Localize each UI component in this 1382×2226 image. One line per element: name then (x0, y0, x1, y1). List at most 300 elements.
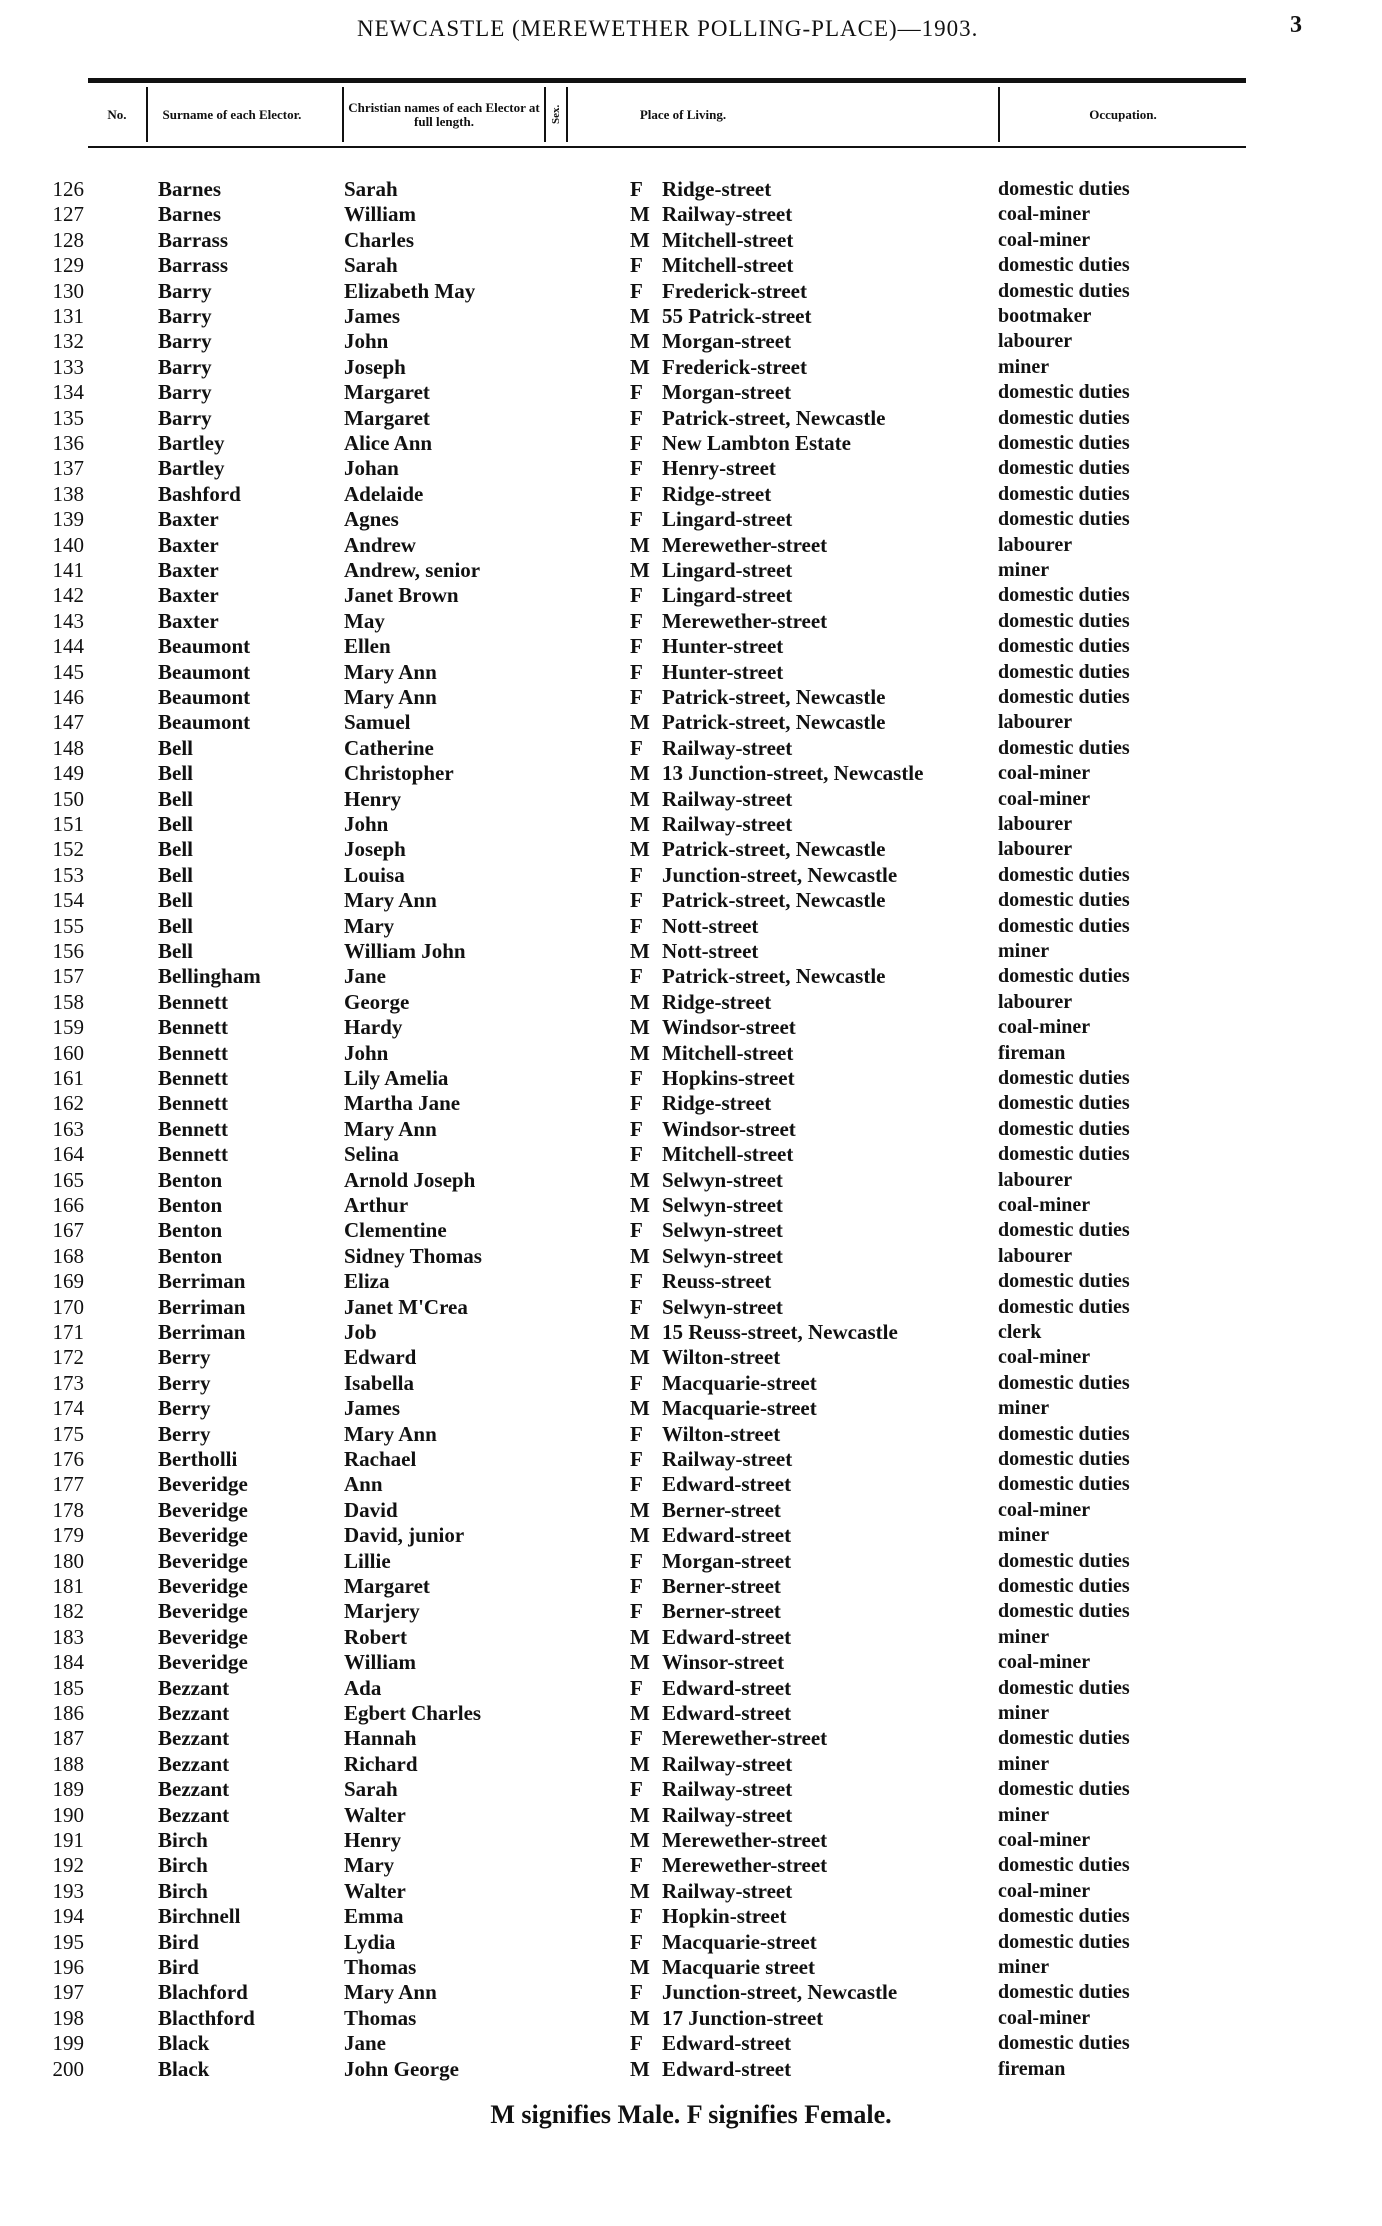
elector-occupation: labourer (998, 838, 1073, 860)
elector-number: 189 (52, 1777, 84, 1801)
elector-number: 164 (52, 1142, 84, 1166)
table-row (0, 456, 1382, 482)
elector-number: 153 (52, 863, 84, 887)
table-row (0, 2057, 1382, 2083)
elector-sex: F (630, 177, 643, 201)
elector-place-of-living: Railway-street (662, 202, 793, 226)
elector-number: 128 (52, 228, 84, 252)
elector-christian-names: William (344, 1650, 416, 1674)
table-row (0, 533, 1382, 559)
elector-surname: Baxter (158, 583, 219, 607)
elector-surname: Bezzant (158, 1777, 230, 1801)
elector-surname: Beaumont (158, 634, 251, 658)
elector-sex: F (630, 431, 643, 455)
elector-occupation: bootmaker (998, 305, 1092, 327)
elector-occupation: miner (998, 1397, 1050, 1419)
table-row (0, 1980, 1382, 2006)
table-row (0, 1523, 1382, 1549)
elector-christian-names: Emma (344, 1904, 404, 1928)
elector-place-of-living: Railway-street (662, 1803, 793, 1827)
elector-christian-names: Martha Jane (344, 1091, 461, 1115)
elector-place-of-living: Merewether-street (662, 1828, 828, 1852)
elector-place-of-living: Ridge-street (662, 990, 772, 1014)
elector-number: 169 (52, 1269, 84, 1293)
elector-place-of-living: Edward-street (662, 1676, 792, 1700)
elector-place-of-living: Selwyn-street (662, 1218, 783, 1242)
elector-place-of-living: Wilton-street (662, 1345, 781, 1369)
elector-surname: Bell (158, 863, 193, 887)
elector-sex: M (630, 1803, 650, 1827)
elector-christian-names: Arthur (344, 1193, 409, 1217)
table-row (0, 431, 1382, 457)
elector-number: 173 (52, 1371, 84, 1395)
elector-surname: Barry (158, 380, 212, 404)
elector-christian-names: Mary Ann (344, 888, 437, 912)
elector-sex: M (630, 1828, 650, 1852)
elector-sex: F (630, 482, 643, 506)
elector-occupation: coal-miner (998, 1829, 1091, 1851)
elector-surname: Beveridge (158, 1498, 248, 1522)
elector-sex: F (630, 1549, 643, 1573)
elector-christian-names: Sidney Thomas (344, 1244, 482, 1268)
elector-occupation: domestic duties (998, 864, 1130, 886)
elector-surname: Baxter (158, 609, 219, 633)
elector-sex: F (630, 888, 643, 912)
table-row (0, 1472, 1382, 1498)
elector-occupation: miner (998, 1626, 1050, 1648)
elector-number: 194 (52, 1904, 84, 1928)
elector-surname: Bellingham (158, 964, 261, 988)
elector-occupation: labourer (998, 1245, 1073, 1267)
elector-christian-names: Walter (344, 1803, 406, 1827)
elector-number: 184 (52, 1650, 84, 1674)
elector-place-of-living: Merewether-street (662, 1726, 828, 1750)
elector-number: 195 (52, 1930, 84, 1954)
elector-number: 158 (52, 990, 84, 1014)
table-row (0, 380, 1382, 406)
elector-sex: M (630, 1650, 650, 1674)
table-row (0, 1066, 1382, 1092)
elector-surname: Berriman (158, 1269, 246, 1293)
elector-christian-names: Hannah (344, 1726, 417, 1750)
table-row (0, 1574, 1382, 1600)
elector-place-of-living: Macquarie-street (662, 1371, 817, 1395)
table-row (0, 1803, 1382, 1829)
elector-place-of-living: Wilton-street (662, 1422, 781, 1446)
table-row (0, 1295, 1382, 1321)
elector-sex: F (630, 1904, 643, 1928)
table-row (0, 1625, 1382, 1651)
elector-number: 179 (52, 1523, 84, 1547)
elector-number: 167 (52, 1218, 84, 1242)
column-header-occupation: Occupation. (1089, 106, 1157, 122)
elector-occupation: labourer (998, 330, 1073, 352)
elector-occupation: domestic duties (998, 407, 1130, 429)
elector-number: 152 (52, 837, 84, 861)
elector-number: 162 (52, 1091, 84, 1115)
elector-surname: Beveridge (158, 1472, 248, 1496)
elector-christian-names: May (344, 609, 385, 633)
elector-christian-names: Mary Ann (344, 1980, 437, 2004)
elector-occupation: miner (998, 940, 1050, 962)
elector-place-of-living: 55 Patrick-street (662, 304, 812, 328)
elector-occupation: coal-miner (998, 1016, 1091, 1038)
elector-place-of-living: Berner-street (662, 1498, 781, 1522)
elector-place-of-living: Frederick-street (662, 279, 807, 303)
elector-number: 145 (52, 660, 84, 684)
table-row (0, 1701, 1382, 1727)
elector-christian-names: Andrew (344, 533, 416, 557)
table-row (0, 1447, 1382, 1473)
elector-number: 178 (52, 1498, 84, 1522)
elector-surname: Bell (158, 761, 193, 785)
elector-place-of-living: Edward-street (662, 1472, 792, 1496)
elector-sex: M (630, 1345, 650, 1369)
elector-place-of-living: Patrick-street, Newcastle (662, 710, 886, 734)
elector-occupation: domestic duties (998, 280, 1130, 302)
elector-occupation: coal-miner (998, 1499, 1091, 1521)
elector-number: 154 (52, 888, 84, 912)
elector-place-of-living: Selwyn-street (662, 1244, 783, 1268)
elector-christian-names: Lily Amelia (344, 1066, 449, 1090)
elector-place-of-living: Frederick-street (662, 355, 807, 379)
elector-place-of-living: Railway-street (662, 1879, 793, 1903)
elector-sex: M (630, 2057, 650, 2081)
elector-occupation: domestic duties (998, 1905, 1130, 1927)
elector-place-of-living: Hunter-street (662, 660, 784, 684)
elector-number: 134 (52, 380, 84, 404)
elector-sex: F (630, 1422, 643, 1446)
elector-number: 193 (52, 1879, 84, 1903)
elector-number: 126 (52, 177, 84, 201)
elector-number: 181 (52, 1574, 84, 1598)
table-row (0, 1193, 1382, 1219)
table-row (0, 685, 1382, 711)
elector-christian-names: Alice Ann (344, 431, 433, 455)
table-row (0, 1752, 1382, 1778)
elector-surname: Bell (158, 914, 193, 938)
elector-sex: M (630, 837, 650, 861)
elector-sex: M (630, 1396, 650, 1420)
elector-sex: F (630, 1371, 643, 1395)
elector-surname: Barry (158, 304, 212, 328)
table-row (0, 177, 1382, 203)
elector-christian-names: Samuel (344, 710, 411, 734)
elector-place-of-living: Reuss-street (662, 1269, 772, 1293)
elector-place-of-living: Morgan-street (662, 1549, 792, 1573)
elector-surname: Barrass (158, 228, 228, 252)
elector-surname: Benton (158, 1168, 223, 1192)
elector-occupation: coal-miner (998, 1194, 1091, 1216)
elector-surname: Bell (158, 939, 193, 963)
elector-surname: Barry (158, 329, 212, 353)
elector-surname: Beveridge (158, 1523, 248, 1547)
elector-occupation: domestic duties (998, 178, 1130, 200)
table-row (0, 1650, 1382, 1676)
elector-occupation: fireman (998, 1042, 1066, 1064)
elector-sex: F (630, 1142, 643, 1166)
elector-number: 200 (52, 2057, 84, 2081)
elector-number: 163 (52, 1117, 84, 1141)
elector-place-of-living: Patrick-street, Newcastle (662, 964, 886, 988)
elector-christian-names: Hardy (344, 1015, 403, 1039)
elector-place-of-living: Edward-street (662, 2057, 792, 2081)
elector-sex: M (630, 710, 650, 734)
elector-number: 130 (52, 279, 84, 303)
elector-occupation: miner (998, 1956, 1050, 1978)
elector-surname: Bezzant (158, 1803, 230, 1827)
elector-number: 177 (52, 1472, 84, 1496)
elector-occupation: domestic duties (998, 432, 1130, 454)
table-row (0, 1549, 1382, 1575)
elector-surname: Bezzant (158, 1752, 230, 1776)
elector-sex: M (630, 1498, 650, 1522)
column-header-sex: Sex. (550, 104, 562, 125)
elector-sex: M (630, 761, 650, 785)
table-row (0, 787, 1382, 813)
elector-place-of-living: Macquarie-street (662, 1396, 817, 1420)
elector-christian-names: Sarah (344, 177, 398, 201)
elector-surname: Bennett (158, 1041, 228, 1065)
table-row (0, 939, 1382, 965)
elector-sex: M (630, 533, 650, 557)
elector-christian-names: Rachael (344, 1447, 417, 1471)
elector-number: 180 (52, 1549, 84, 1573)
elector-christian-names: Mary (344, 914, 395, 938)
elector-place-of-living: Mitchell-street (662, 228, 794, 252)
table-row (0, 1117, 1382, 1143)
elector-christian-names: Egbert Charles (344, 1701, 482, 1725)
elector-place-of-living: Junction-street, Newcastle (662, 1980, 898, 2004)
elector-surname: Baxter (158, 558, 219, 582)
elector-number: 139 (52, 507, 84, 531)
elector-surname: Birch (158, 1853, 208, 1877)
elector-place-of-living: Edward-street (662, 1701, 792, 1725)
elector-christian-names: George (344, 990, 410, 1014)
elector-occupation: domestic duties (998, 610, 1130, 632)
elector-occupation: coal-miner (998, 762, 1091, 784)
elector-number: 144 (52, 634, 84, 658)
elector-christian-names: Robert (344, 1625, 407, 1649)
elector-surname: Baxter (158, 533, 219, 557)
elector-sex: M (630, 558, 650, 582)
elector-surname: Bird (158, 1930, 199, 1954)
elector-christian-names: Margaret (344, 380, 430, 404)
elector-place-of-living: Patrick-street, Newcastle (662, 685, 886, 709)
elector-surname: Beveridge (158, 1574, 248, 1598)
elector-christian-names: David (344, 1498, 398, 1522)
elector-surname: Bashford (158, 482, 241, 506)
table-row (0, 583, 1382, 609)
elector-occupation: domestic duties (998, 1067, 1130, 1089)
elector-number: 182 (52, 1599, 84, 1623)
elector-occupation: labourer (998, 991, 1073, 1013)
table-row (0, 761, 1382, 787)
table-row (0, 1041, 1382, 1067)
elector-sex: F (630, 634, 643, 658)
elector-surname: Berriman (158, 1320, 246, 1344)
elector-number: 148 (52, 736, 84, 760)
elector-christian-names: David, junior (344, 1523, 465, 1547)
elector-christian-names: Andrew, senior (344, 558, 481, 582)
elector-occupation: coal-miner (998, 1651, 1091, 1673)
elector-place-of-living: Patrick-street, Newcastle (662, 888, 886, 912)
elector-place-of-living: Ridge-street (662, 1091, 772, 1115)
elector-place-of-living: Patrick-street, Newcastle (662, 837, 886, 861)
elector-occupation: domestic duties (998, 457, 1130, 479)
elector-occupation: domestic duties (998, 1219, 1130, 1241)
elector-surname: Berry (158, 1396, 211, 1420)
elector-place-of-living: Railway-street (662, 736, 793, 760)
table-row (0, 914, 1382, 940)
elector-place-of-living: 17 Junction-street (662, 2006, 824, 2030)
elector-christian-names: Ann (344, 1472, 383, 1496)
elector-number: 147 (52, 710, 84, 734)
elector-occupation: coal-miner (998, 229, 1091, 251)
table-row (0, 1218, 1382, 1244)
elector-surname: Bezzant (158, 1726, 230, 1750)
elector-number: 170 (52, 1295, 84, 1319)
elector-sex: M (630, 787, 650, 811)
elector-christian-names: Joseph (344, 355, 406, 379)
elector-number: 135 (52, 406, 84, 430)
elector-occupation: fireman (998, 2058, 1066, 2080)
elector-number: 176 (52, 1447, 84, 1471)
table-row (0, 710, 1382, 736)
elector-number: 185 (52, 1676, 84, 1700)
elector-number: 155 (52, 914, 84, 938)
elector-surname: Bezzant (158, 1701, 230, 1725)
elector-sex: F (630, 1447, 643, 1471)
elector-surname: Barnes (158, 177, 221, 201)
elector-surname: Berry (158, 1422, 211, 1446)
elector-place-of-living: Ridge-street (662, 482, 772, 506)
elector-christian-names: Margaret (344, 1574, 430, 1598)
elector-surname: Beaumont (158, 660, 251, 684)
elector-number: 149 (52, 761, 84, 785)
table-row (0, 1396, 1382, 1422)
elector-number: 160 (52, 1041, 84, 1065)
elector-christian-names: Selina (344, 1142, 399, 1166)
elector-number: 198 (52, 2006, 84, 2030)
elector-sex: F (630, 2031, 643, 2055)
elector-occupation: domestic duties (998, 1727, 1130, 1749)
elector-place-of-living: Merewether-street (662, 1853, 828, 1877)
elector-number: 132 (52, 329, 84, 353)
elector-sex: F (630, 1599, 643, 1623)
elector-occupation: coal-miner (998, 1880, 1091, 1902)
elector-christian-names: Charles (344, 228, 414, 252)
elector-sex: F (630, 914, 643, 938)
table-row (0, 1091, 1382, 1117)
elector-christian-names: Thomas (344, 2006, 417, 2030)
elector-christian-names: William John (344, 939, 466, 963)
elector-place-of-living: Hopkin-street (662, 1904, 787, 1928)
column-header-place: Place of Living. (639, 106, 727, 122)
elector-place-of-living: New Lambton Estate (662, 431, 851, 455)
elector-number: 191 (52, 1828, 84, 1852)
table-row (0, 1015, 1382, 1041)
elector-place-of-living: Windsor-street (662, 1015, 796, 1039)
elector-surname: Birch (158, 1828, 208, 1852)
elector-sex: M (630, 202, 650, 226)
elector-surname: Birch (158, 1879, 208, 1903)
elector-occupation: domestic duties (998, 584, 1130, 606)
elector-occupation: domestic duties (998, 1677, 1130, 1699)
elector-place-of-living: Lingard-street (662, 558, 793, 582)
elector-place-of-living: Lingard-street (662, 507, 793, 531)
elector-sex: F (630, 685, 643, 709)
elector-number: 196 (52, 1955, 84, 1979)
elector-place-of-living: Junction-street, Newcastle (662, 863, 898, 887)
elector-sex: F (630, 1472, 643, 1496)
elector-surname: Bell (158, 888, 193, 912)
elector-sex: M (630, 304, 650, 328)
elector-occupation: domestic duties (998, 1092, 1130, 1114)
elector-sex: M (630, 1193, 650, 1217)
table-row (0, 507, 1382, 533)
elector-christian-names: Christopher (344, 761, 454, 785)
elector-surname: Black (158, 2031, 210, 2055)
table-row (0, 228, 1382, 254)
elector-sex: M (630, 812, 650, 836)
elector-christian-names: Mary Ann (344, 685, 437, 709)
elector-surname: Bell (158, 736, 193, 760)
elector-occupation: domestic duties (998, 381, 1130, 403)
elector-christian-names: Marjery (344, 1599, 420, 1623)
elector-number: 166 (52, 1193, 84, 1217)
table-row (0, 1828, 1382, 1854)
elector-christian-names: Henry (344, 787, 402, 811)
elector-christian-names: Henry (344, 1828, 402, 1852)
elector-christian-names: Lillie (344, 1549, 391, 1573)
footer-note: M signifies Male. F signifies Female. (490, 2100, 892, 2129)
elector-occupation: domestic duties (998, 965, 1130, 987)
table-row (0, 1955, 1382, 1981)
elector-sex: M (630, 1320, 650, 1344)
elector-occupation: labourer (998, 711, 1073, 733)
elector-occupation: domestic duties (998, 1575, 1130, 1597)
elector-occupation: domestic duties (998, 1270, 1130, 1292)
elector-occupation: coal-miner (998, 1346, 1091, 1368)
table-row (0, 1320, 1382, 1346)
elector-sex: M (630, 1955, 650, 1979)
elector-occupation: domestic duties (998, 635, 1130, 657)
elector-christian-names: John (344, 812, 389, 836)
elector-christian-names: Ellen (344, 634, 391, 658)
table-row (0, 482, 1382, 508)
elector-sex: M (630, 1701, 650, 1725)
table-row (0, 253, 1382, 279)
elector-christian-names: Isabella (344, 1371, 415, 1395)
elector-surname: Bell (158, 837, 193, 861)
elector-place-of-living: Mitchell-street (662, 1142, 794, 1166)
table-row (0, 1168, 1382, 1194)
elector-christian-names: James (344, 1396, 400, 1420)
elector-surname: Barry (158, 406, 212, 430)
elector-place-of-living: Winsor-street (662, 1650, 785, 1674)
elector-sex: M (630, 939, 650, 963)
table-row (0, 964, 1382, 990)
elector-christian-names: Joseph (344, 837, 406, 861)
elector-occupation: domestic duties (998, 1550, 1130, 1572)
elector-sex: F (630, 456, 643, 480)
table-row (0, 406, 1382, 432)
elector-sex: F (630, 1295, 643, 1319)
elector-place-of-living: Selwyn-street (662, 1168, 783, 1192)
elector-sex: F (630, 736, 643, 760)
elector-place-of-living: Edward-street (662, 1523, 792, 1547)
